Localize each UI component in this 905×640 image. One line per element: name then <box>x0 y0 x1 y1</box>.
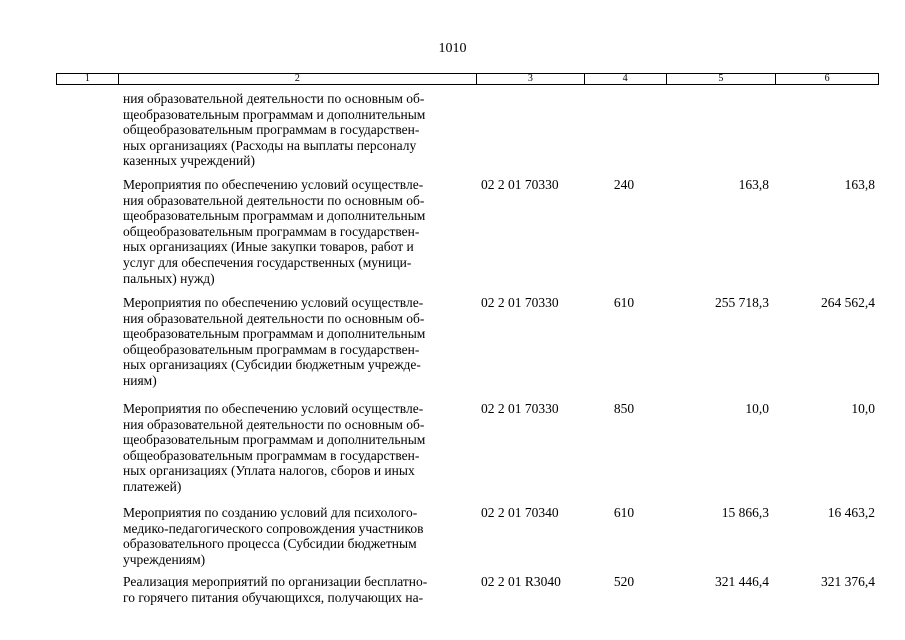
amount-column-5: 321 446,4 <box>715 574 769 589</box>
expense-description: Мероприятия по обеспечению условий осуществле- ния образовательной деятельности по основным об- щеобразовательным программам и дополнительным общеобразовательным программам в государствен- ных организациях (Субсидии бюджетным учрежде- ниям) <box>123 295 426 388</box>
expense-description: Мероприятия по созданию условий для психолого- медико-педагогического сопровождения участников образовательного процесса (Субсидии бюджетным учреждениям) <box>123 505 424 567</box>
expense-description: ния образовательной деятельности по основным об- щеобразовательным программам и дополнительным общеобразовательным программам в государствен- ных организациях (Расходы на выплаты персоналу казенных учреждений) <box>123 91 426 169</box>
amount-column-5: 163,8 <box>738 177 769 192</box>
page-number: 1010 <box>438 41 467 56</box>
expense-type-code: 240 <box>613 177 635 192</box>
budget-code: 02 2 01 70330 <box>481 401 559 416</box>
expense-type-code: 520 <box>613 574 635 589</box>
budget-code: 02 2 01 R3040 <box>481 574 561 589</box>
amount-column-5: 10,0 <box>745 401 769 416</box>
amount-column-6: 16 463,2 <box>827 505 875 520</box>
column-number-2: 2 <box>119 74 477 84</box>
amount-column-5: 15 866,3 <box>721 505 769 520</box>
budget-code: 02 2 01 70330 <box>481 177 559 192</box>
amount-column-6: 10,0 <box>851 401 875 416</box>
column-number-1: 1 <box>57 74 119 84</box>
expense-type-code: 610 <box>613 505 635 520</box>
expense-description: Мероприятия по обеспечению условий осуществле- ния образовательной деятельности по основным об- щеобразовательным программам и дополнительным общеобразовательным программам в государствен- ных организациях (Уплата налогов, сборов и иных платежей) <box>123 401 426 494</box>
amount-column-6: 163,8 <box>844 177 875 192</box>
table-header-row <box>56 73 879 85</box>
expense-type-code: 850 <box>613 401 635 416</box>
budget-code: 02 2 01 70340 <box>481 505 559 520</box>
amount-column-6: 321 376,4 <box>821 574 875 589</box>
budget-code: 02 2 01 70330 <box>481 295 559 310</box>
amount-column-6: 264 562,4 <box>821 295 875 310</box>
expense-description: Реализация мероприятий по организации бесплатно- го горячего питания обучающихся, получающих на- <box>123 574 428 605</box>
expense-type-code: 610 <box>613 295 635 310</box>
column-number-5: 5 <box>667 74 777 84</box>
expense-description: Мероприятия по обеспечению условий осуществле- ния образовательной деятельности по основным об- щеобразовательным программам и дополнительным общеобразовательным программам в государствен- ных организациях (Иные закупки товаров, работ и услуг для обеспечения государственных (муници- пальных) нужд) <box>123 177 426 286</box>
column-number-6: 6 <box>824 73 830 84</box>
amount-column-5: 255 718,3 <box>715 295 769 310</box>
column-number-4: 4 <box>585 74 667 84</box>
column-number-3: 3 <box>477 74 585 84</box>
